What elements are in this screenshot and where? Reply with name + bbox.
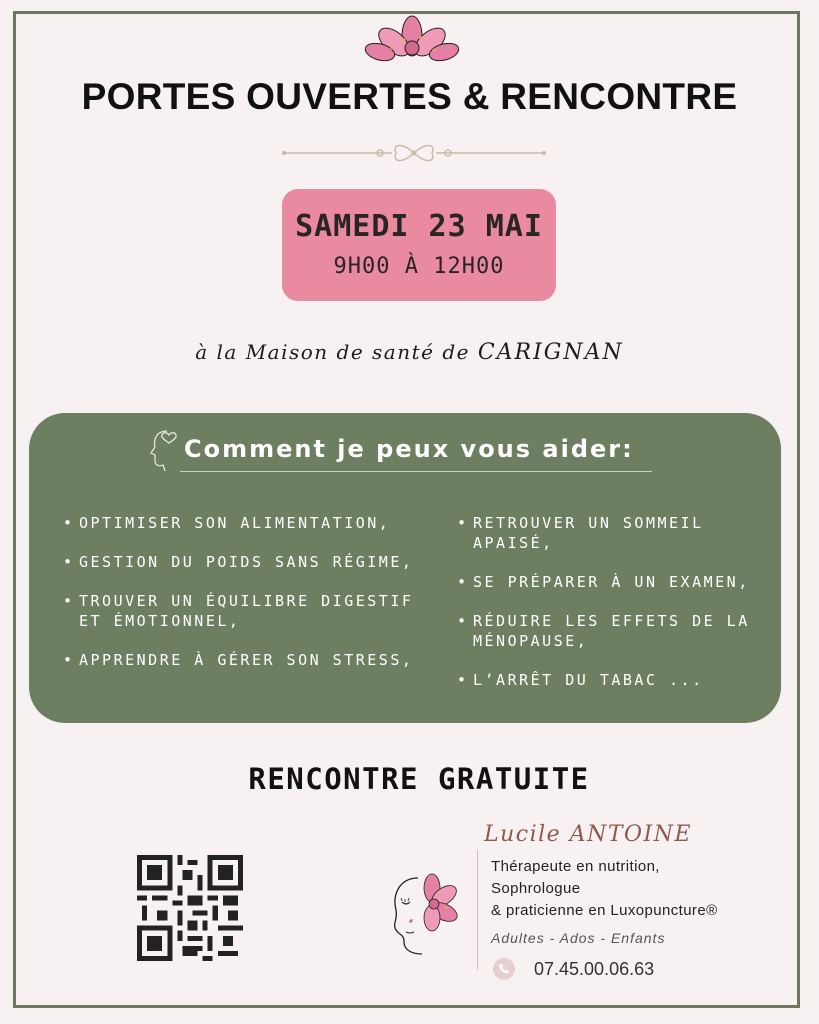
list-item: • GESTION DU POIDS SANS RÉGIME, bbox=[63, 552, 435, 572]
page-title: PORTES OUVERTES & RENCONTRE bbox=[81, 76, 738, 117]
list-item: • APPRENDRE À GÉRER SON STRESS, bbox=[63, 650, 435, 670]
help-list-right bbox=[457, 513, 773, 709]
help-title: Comment je peux vous aider: bbox=[184, 435, 634, 463]
event-hours: 9H00 À 12H00 bbox=[333, 254, 505, 279]
list-item: • RÉDUIRE LES EFFETS DE LA MÉNOPAUSE, bbox=[457, 611, 773, 651]
list-item: • L’ARRÊT DU TABAC ... bbox=[457, 670, 773, 690]
event-location bbox=[0, 340, 819, 365]
qr-code[interactable] bbox=[137, 855, 243, 961]
practitioner-role bbox=[491, 856, 718, 922]
list-item: • TROUVER UN ÉQUILIBRE DIGESTIF ET ÉMOTIONNEL, bbox=[63, 591, 435, 631]
help-panel bbox=[29, 413, 781, 723]
help-list-left bbox=[63, 513, 435, 689]
practitioner-name: Lucile ANTOINE bbox=[484, 822, 693, 847]
phone-icon bbox=[493, 958, 515, 980]
phone-number[interactable]: 07.45.00.06.63 bbox=[534, 959, 655, 979]
flower-icon bbox=[363, 14, 461, 66]
role-line: & praticienne en Luxopuncture® bbox=[491, 902, 718, 919]
location-prefix: à la Maison de santé de bbox=[195, 340, 470, 364]
ornament-divider bbox=[280, 140, 548, 166]
face-profile-icon bbox=[147, 427, 181, 473]
help-title-underline bbox=[180, 471, 652, 472]
date-badge bbox=[282, 189, 556, 301]
event-date: SAMEDI 23 MAI bbox=[295, 209, 543, 244]
location-city: CARIGNAN bbox=[477, 340, 624, 365]
free-meeting-heading: RENCONTRE GRATUITE bbox=[248, 762, 590, 796]
audience-ages: Adultes - Ados - Enfants bbox=[491, 930, 666, 946]
list-item: • SE PRÉPARER À UN EXAMEN, bbox=[457, 572, 773, 592]
role-line: Sophrologue bbox=[491, 880, 581, 897]
signature-divider bbox=[477, 850, 478, 970]
role-line: Thérapeute en nutrition, bbox=[491, 858, 660, 875]
list-item: • RETROUVER UN SOMMEIL APAISÉ, bbox=[457, 513, 773, 553]
list-item: • OPTIMISER SON ALIMENTATION, bbox=[63, 513, 435, 533]
face-flower-icon bbox=[382, 872, 458, 960]
